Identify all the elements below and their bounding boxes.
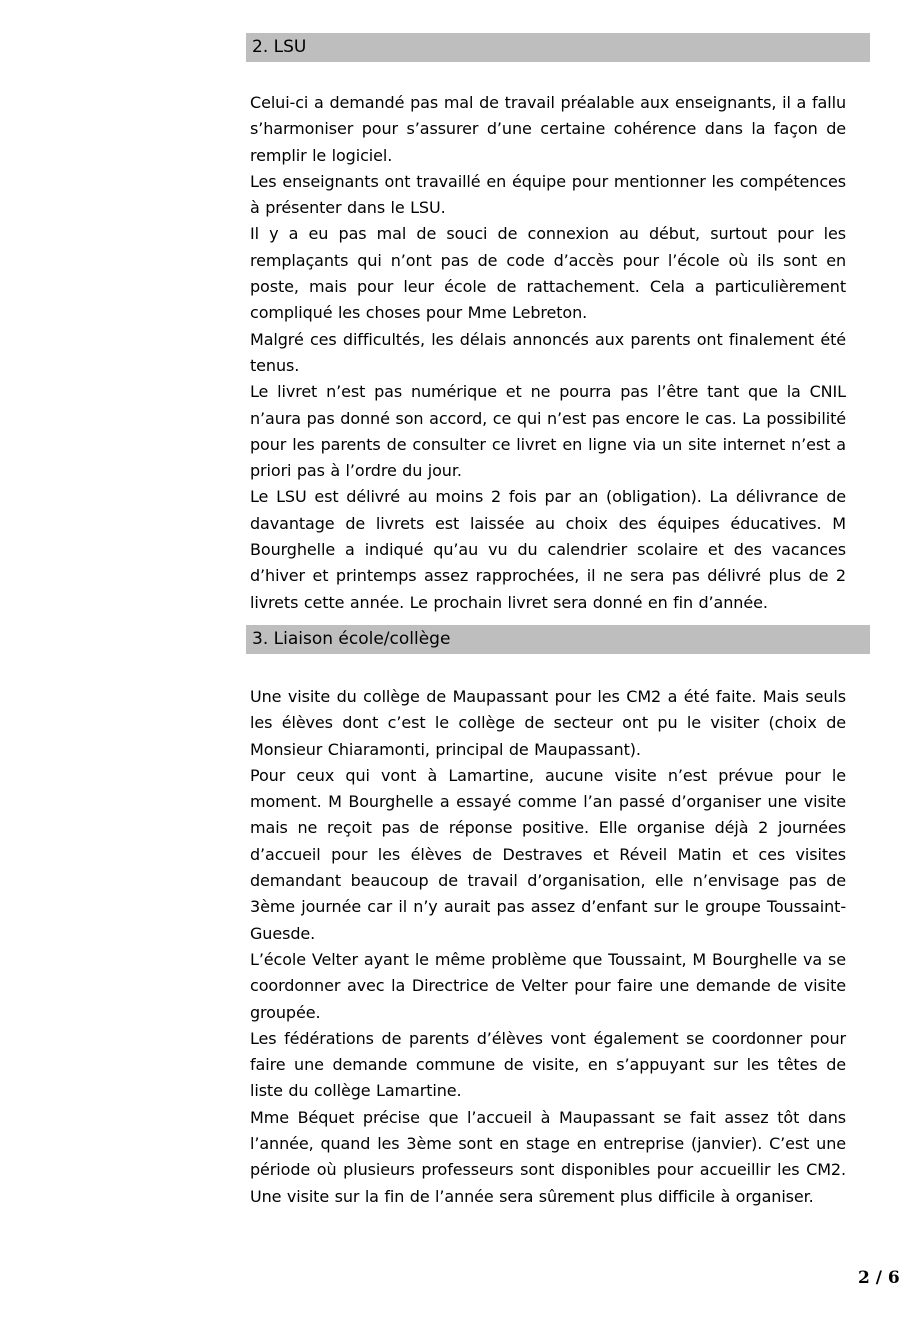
page-number: 2 / 6	[858, 1268, 900, 1288]
paragraph: Malgré ces difficultés, les délais annoncés aux parents ont finalement été tenus.	[250, 329, 846, 375]
paragraph: Les fédérations de parents d’élèves vont également se coordonner pour faire une demande commune de visite, en s’appuyant sur les têtes de liste du collège Lamartine.	[250, 1028, 846, 1101]
paragraph: L’école Velter ayant le même problème que Toussaint, M Bourghelle va se coordonner avec la Directrice de Velter pour faire une demande de visite groupée.	[250, 949, 846, 1022]
paragraph: Il y a eu pas mal de souci de connexion au début, surtout pour les remplaçants qui n’ont pas de code d’accès pour l’école où ils sont en poste, mais pour leur école de rattachement. Cela a particulièrement compliqué les choses pour Mme Lebreton.	[250, 224, 846, 323]
paragraph: Une visite du collège de Maupassant pour les CM2 a été faite. Mais seuls les élèves dont c’est le collège de secteur ont pu le visiter (choix de Monsieur Chiaramonti, principal de Maupassant).	[250, 686, 846, 759]
document-body	[250, 33, 846, 1210]
paragraph: Mme Béquet précise que l’accueil à Maupassant se fait assez tôt dans l’année, quand les 3ème sont en stage en entreprise (janvier). C’est une période où plusieurs professeurs sont disponibles pour accueillir les CM2. Une visite sur la fin de l’année sera sûrement plus difficile à organiser.	[250, 1107, 846, 1206]
paragraph: Pour ceux qui vont à Lamartine, aucune visite n’est prévue pour le moment. M Bourghelle a essayé comme l’an passé d’organiser une visite mais ne reçoit pas de réponse positive. Elle organise déjà 2 journées d’accueil pour les élèves de Destraves et Réveil Matin et ces visites demandant beaucoup de travail d’organisation, elle n’envisage pas de 3ème journée car il n’y aurait pas assez d’enfant sur le groupe Toussaint-Guesde.	[250, 765, 846, 943]
paragraph: Le livret n’est pas numérique et ne pourra pas l’être tant que la CNIL n’aura pas donné son accord, ce qui n’est pas encore le cas. La possibilité pour les parents de consulter ce livret en ligne via un site internet n’est a priori pas à l’ordre du jour.	[250, 382, 846, 481]
section-heading-lsu: 2. LSU	[246, 33, 870, 62]
section-heading-liaison-ecole-college: 3. Liaison école/collège	[246, 625, 870, 654]
paragraph: Les enseignants ont travaillé en équipe pour mentionner les compétences à présenter dans le LSU.	[250, 171, 846, 218]
paragraph: Celui-ci a demandé pas mal de travail préalable aux enseignants, il a fallu s’harmoniser pour s’assurer d’une certaine cohérence dans la façon de remplir le logiciel.	[250, 93, 846, 165]
paragraph: Le LSU est délivré au moins 2 fois par an (obligation). La délivrance de davantage de livrets est laissée au choix des équipes éducatives. M Bourghelle a indiqué qu’au vu du calendrier scolaire et des vacances d’hiver et printemps assez rapprochées, il ne sera pas délivré plus de 2 livrets cette année. Le prochain livret sera donné en fin d’année.	[250, 487, 846, 612]
